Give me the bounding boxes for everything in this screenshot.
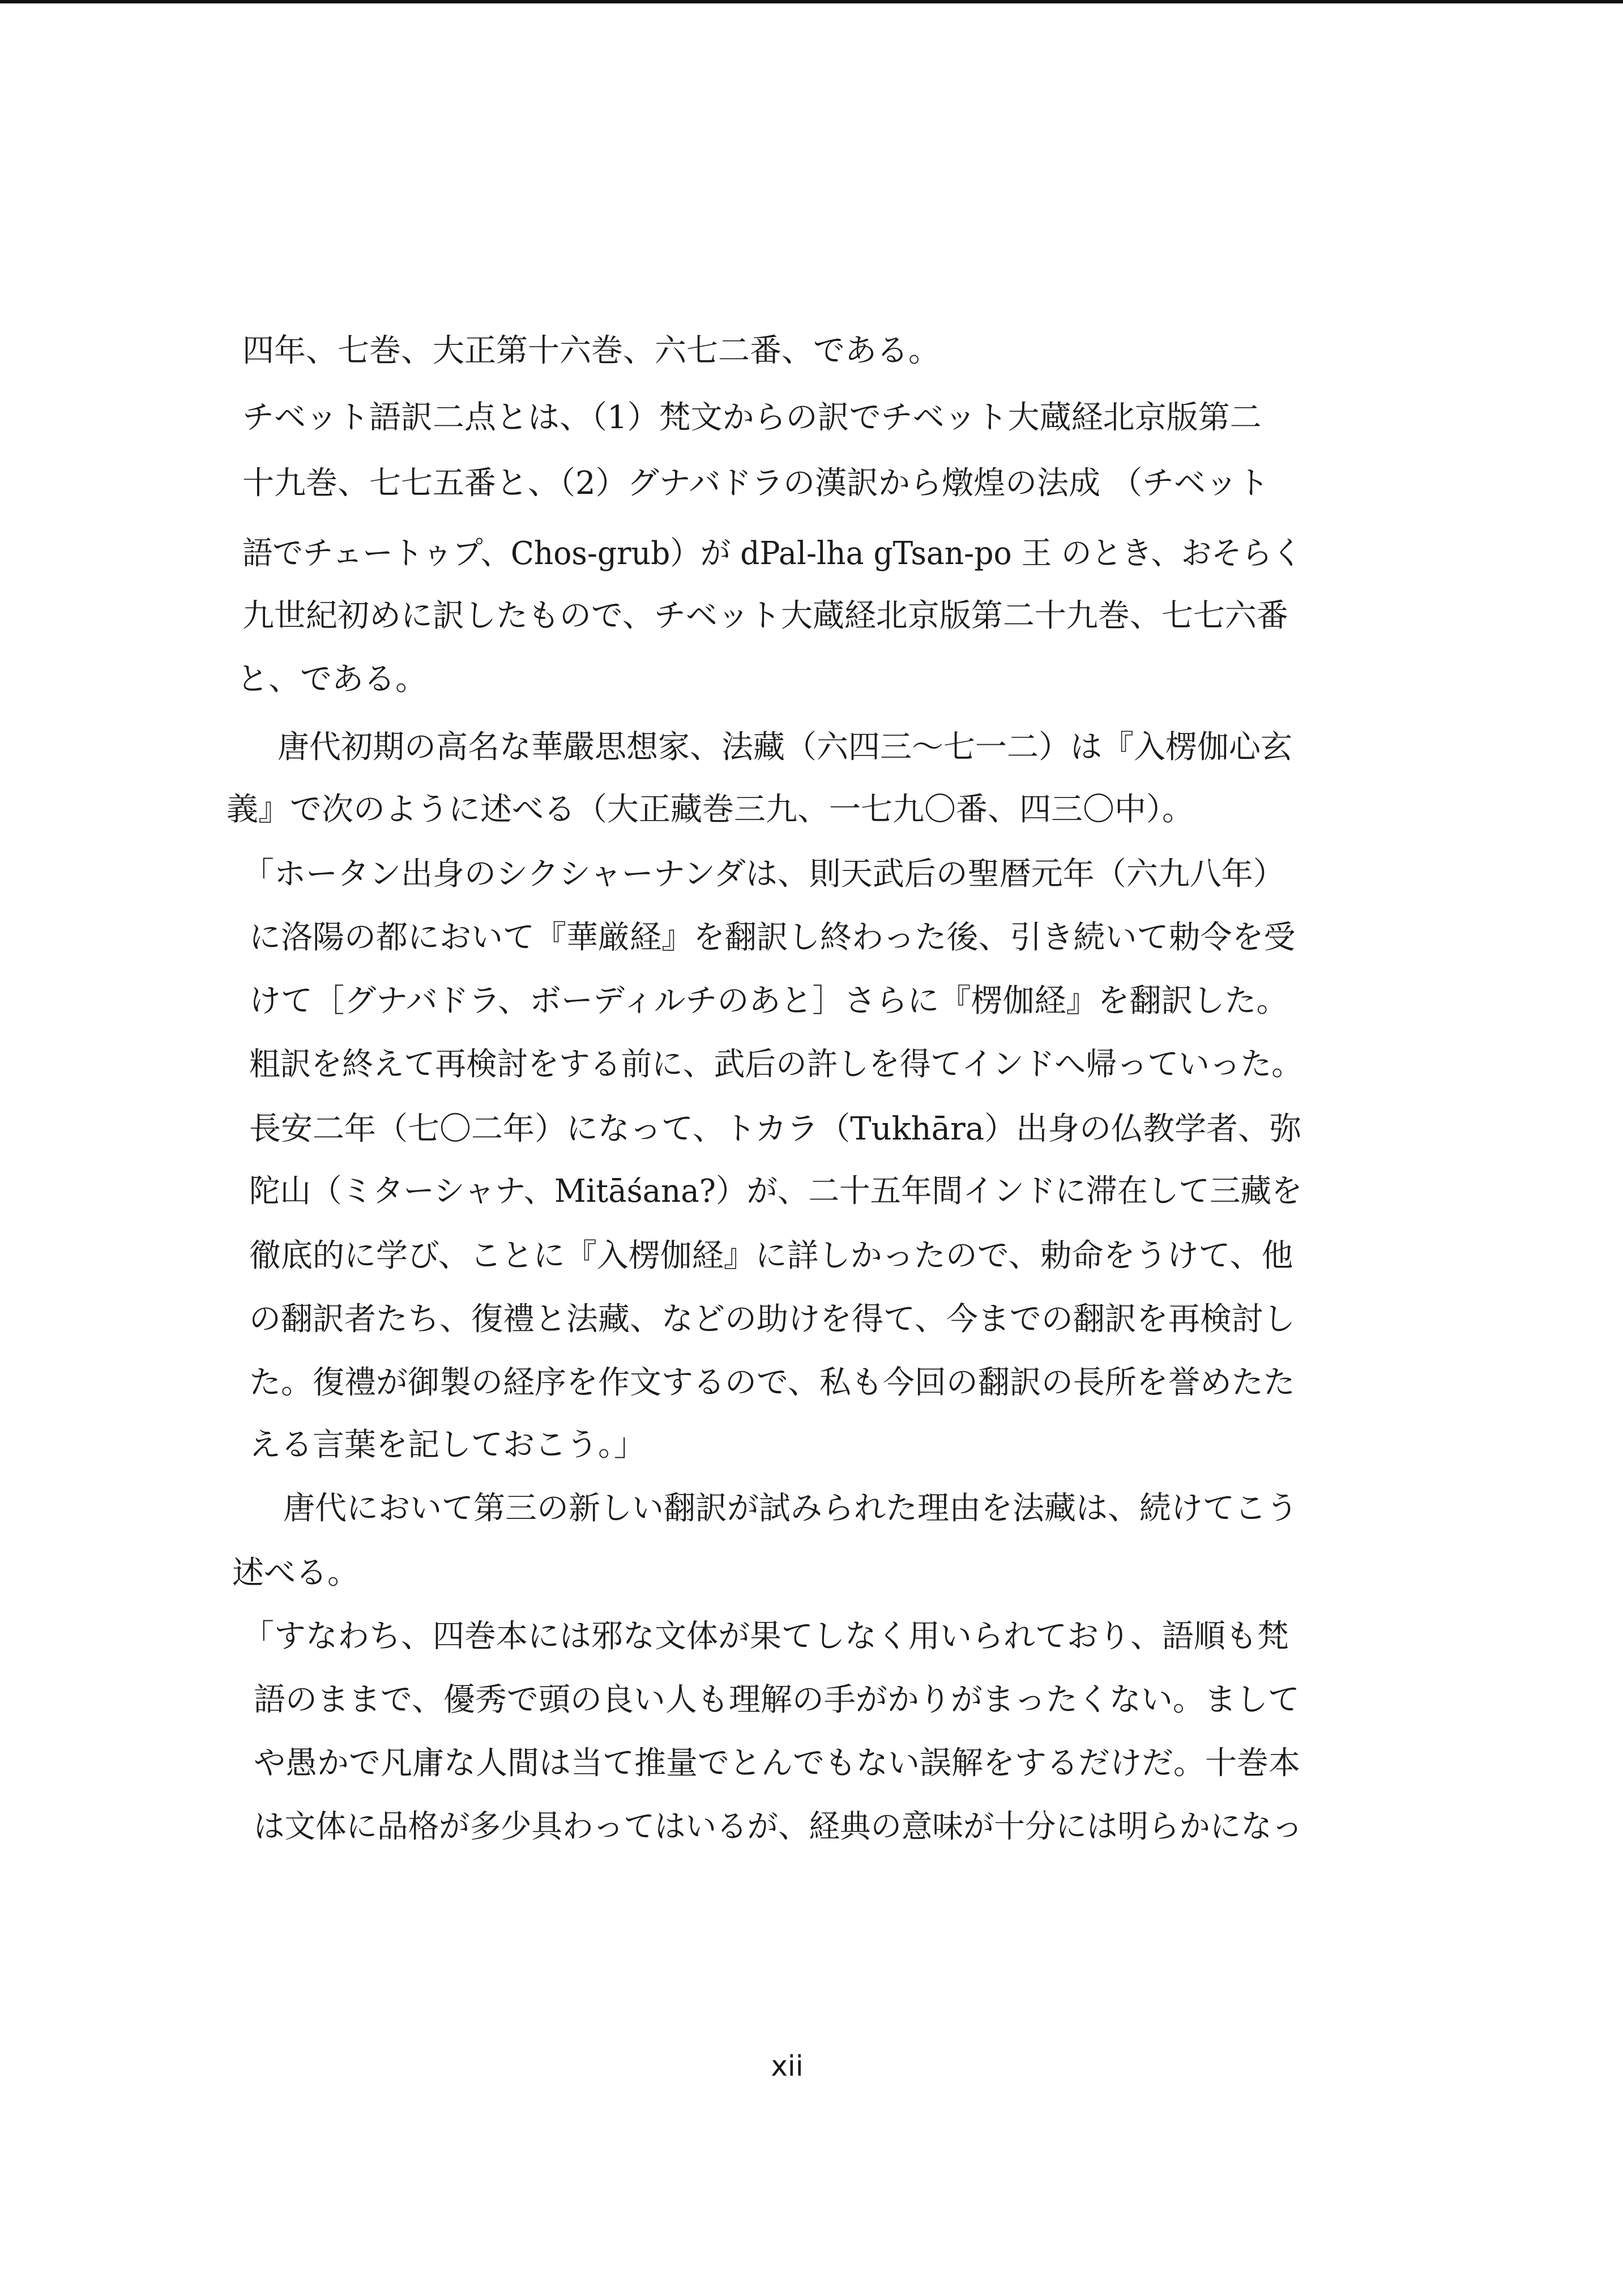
text-line: 「ホータン出身のシクシャーナンダは、則天武后の聖暦元年（六九八年） <box>242 856 1285 893</box>
text-line: た。復禮が御製の経序を作文するので、私も今回の翻訳の長所を誉めたた <box>249 1364 1295 1401</box>
top-rule <box>0 0 1623 3</box>
text-line: 義』で次のように述べる（大正藏巻三九、一七九〇番、四三〇中）。 <box>227 791 1194 828</box>
text-line: える言葉を記しておこう。」 <box>249 1427 646 1463</box>
text-line: に洛陽の都において『華厳経』を翻訳し終わった後、引き続いて勅令を受 <box>249 919 1296 956</box>
text-line: と、である。 <box>237 661 427 698</box>
text-line: 十九巻、七七五番と、（2）グナバドラの漢訳から燉煌の法成 （チベット <box>242 465 1269 502</box>
text-line: 九世紀初めに訳したもので、チベット大蔵経北京版第二十九巻、七七六番 <box>242 598 1288 634</box>
text-line: 語でチェートゥプ、Chos-grub）が dPal-lha gTsan-po 王 のとき、おそらく <box>242 535 1302 572</box>
text-line: 陀山（ミターシャナ、Mitāśana?）が、二十五年間インドに滞在して三藏を <box>249 1173 1302 1210</box>
text-line: けて［グナバドラ、ボーディルチのあと］さらに『楞伽経』を翻訳した。 <box>249 983 1288 1019</box>
text-line: や愚かで凡庸な人間は当て推量でとんでもない誤解をするだけだ。十巻本 <box>254 1745 1300 1782</box>
text-line: の翻訳者たち、復禮と法藏、などの助けを得て、今までの翻訳を再検討し <box>249 1301 1295 1338</box>
text-line: 四年、七巻、大正第十六巻、六七二番、である。 <box>242 332 940 369</box>
text-line: 粗訳を終えて再検討をする前に、武后の許しを得てインドへ帰っていった。 <box>249 1046 1303 1083</box>
text-line: 唐代において第三の新しい翻訳が試みられた理由を法藏は、続けてこう <box>283 1490 1298 1527</box>
text-line: チベット語訳二点とは、（1）梵文からの訳でチベット大蔵経北京版第二 <box>242 399 1262 436</box>
text-line: 語のままで、優秀で頭の良い人も理解の手がかりがまったくない。まして <box>254 1682 1300 1718</box>
text-line: 唐代初期の高名な華嚴思想家、法藏（六四三～七一二）は『入楞伽心玄 <box>277 729 1292 766</box>
page-number: xii <box>771 2050 804 2082</box>
text-line: 長安二年（七〇二年）になって、トカラ（Tukhāra）出身の仏教学者、弥 <box>249 1111 1302 1147</box>
text-line: は文体に品格が多少具わってはいるが、経典の意味が十分には明らかになっ <box>254 1808 1303 1845</box>
text-line: 「すなわち、四巻本には邪な文体が果てしなく用いられており、語順も梵 <box>242 1618 1289 1655</box>
text-line: 述べる。 <box>232 1555 359 1591</box>
text-line: 徹底的に学び、ことに『入楞伽経』に詳しかったので、勅命をうけて、他 <box>249 1237 1293 1274</box>
